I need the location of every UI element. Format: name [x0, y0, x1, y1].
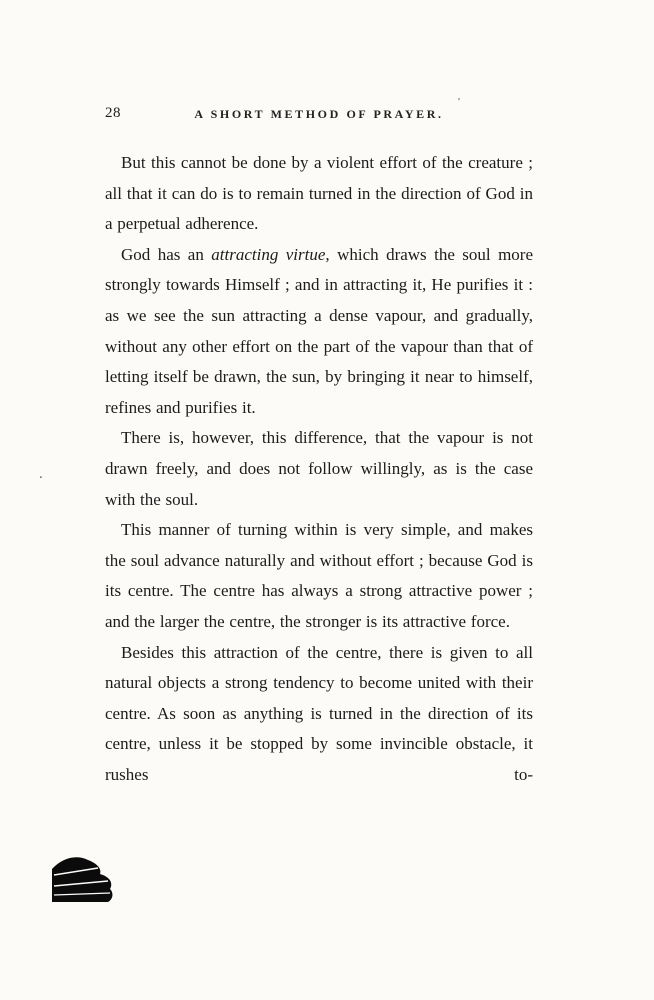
paragraph: Besides this attraction of the centre, there is given to all natural objects a strong tendency to become united with their centre. As soon as anything is turned in the direction of its centre, unless it be stopped by some invincible obstacle, it rushes to-	[105, 642, 533, 784]
paragraph: But this cannot be done by a violent effort of the creature ; all that it can do is to remain turned in the direction of God in a perpetual adherence.	[105, 153, 533, 234]
margin-speck: .	[39, 466, 43, 482]
page-body	[105, 148, 533, 790]
page-number: 28	[105, 105, 121, 121]
page-header	[105, 104, 533, 126]
ink-blot-artifact	[52, 853, 120, 903]
scan-speck: '	[458, 96, 460, 108]
paragraph: This manner of turning within is very simple, and makes the soul advance naturally and without effort ; because God is its centre. The centre has always a strong attractive power ; and the larger the centre, the stronger is its attractive force.	[105, 520, 533, 631]
paragraph: There is, however, this difference, that the vapour is not drawn freely, and does not follow willingly, as is the case with the soul.	[105, 428, 533, 509]
running-title: A SHORT METHOD OF PRAYER.	[194, 107, 444, 121]
paragraph-lead: God has an	[121, 244, 212, 264]
page-content	[105, 104, 533, 790]
italic-phrase: attracting virtue,	[211, 244, 330, 264]
paragraph-rest: which draws the soul more strongly towards Himself ; and in attracting it, He purifies it : as we see the sun attracting a dense vapour, and gradually, without any other effort on the part of the vapour than that of letting itself be drawn, the sun, by bringing it near to himself, refines and purifies it.	[105, 244, 533, 417]
paragraph	[105, 240, 533, 424]
